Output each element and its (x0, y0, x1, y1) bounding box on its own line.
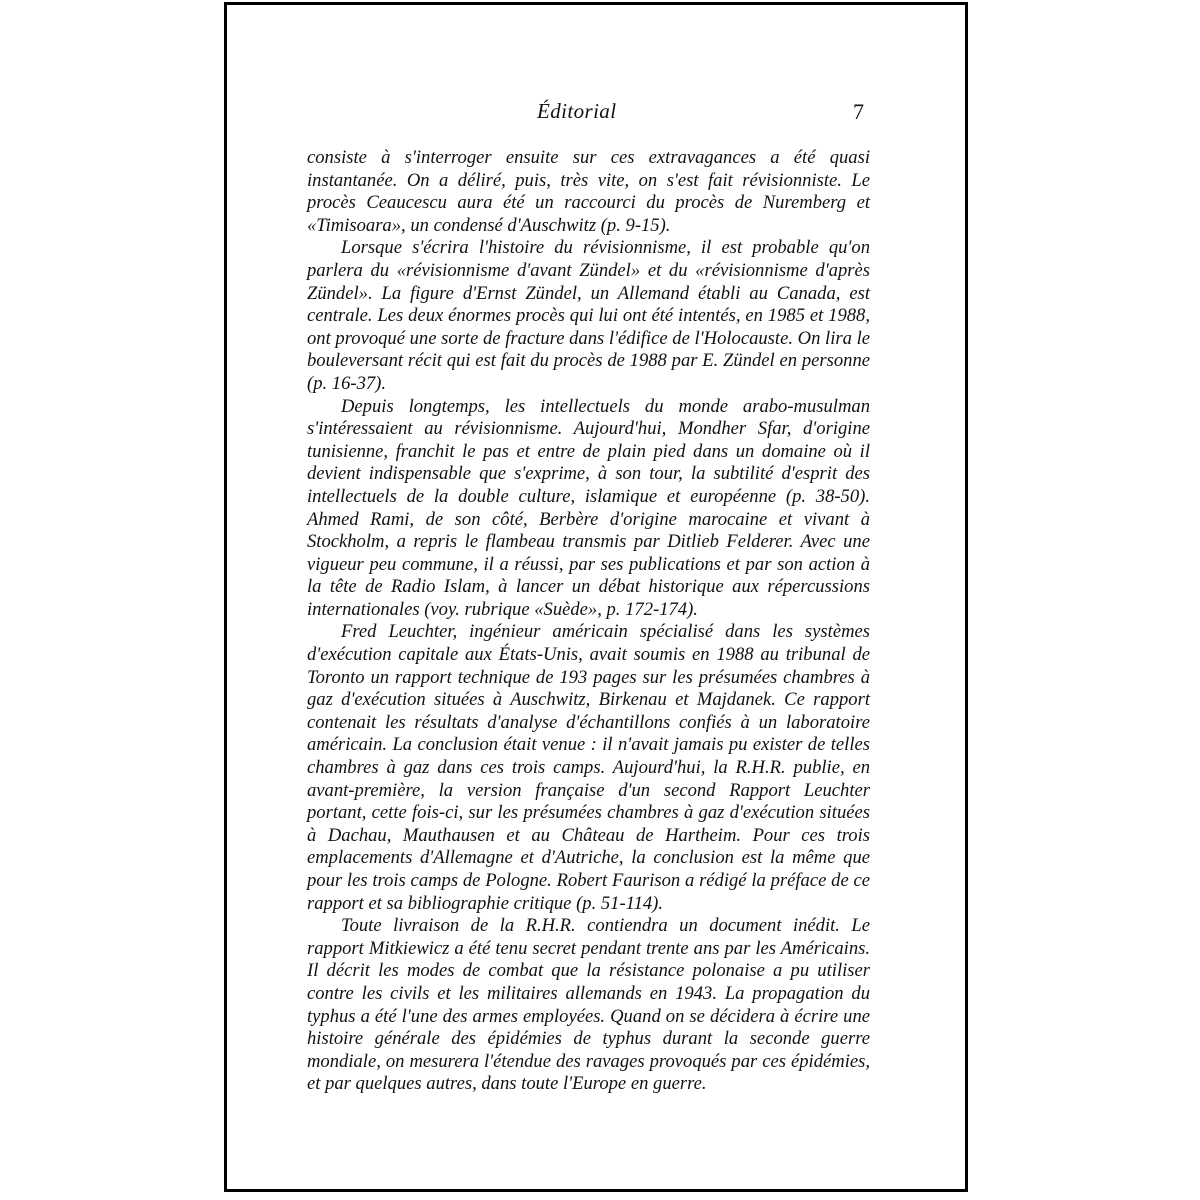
running-head: Éditorial (537, 99, 617, 123)
page-header (227, 99, 965, 131)
paragraph-continuation: consiste à s'interroger ensuite sur ces extravagances a été quasi instantanée. On a déliré, puis, très vite, on s'est fait révisionniste. Le procès Ceaucescu aura été un raccourci du procès de Nuremberg et «Timisoara», un condensé d'Auschwitz (p. 9-15). (307, 147, 870, 236)
paragraph-mitkiewicz: Toute livraison de la R.H.R. contiendra un document inédit. Le rapport Mitkiewicz a été tenu secret pendant trente ans par les Américains. Il décrit les modes de combat que la résistance polonaise a pu utiliser contre les civils et les militaires allemands en 1943. La propagation du typhus a été l'une des armes employées. Quand on se décidera à écrire une histoire générale des épidémies de typhus durant la seconde guerre mondiale, on mesurera l'étendue des ravages provoqués par ces épidémies, et par quelques autres, dans toute l'Europe en guerre. (307, 915, 870, 1095)
paragraph-zundel: Lorsque s'écrira l'histoire du révisionnisme, il est probable qu'on parlera du «révisionnisme d'avant Zündel» et du «révisionnisme d'après Zündel». La figure d'Ernst Zündel, un Allemand établi au Canada, est centrale. Les deux énormes procès qui lui ont été intentés, en 1985 et 1988, ont provoqué une sorte de fracture dans l'édifice de l'Holocauste. On lira le bouleversant récit qui est fait du procès de 1988 par E. Zündel en personne (p. 16-37). (307, 237, 870, 394)
page-frame (224, 2, 968, 1192)
paragraph-arab-muslim: Depuis longtemps, les intellectuels du monde arabo-musulman s'intéressaient au révisionnisme. Aujourd'hui, Mondher Sfar, d'origine tunisienne, franchit le pas et entre de plain pied dans un domaine où il devient indispensable que s'exprime, à son tour, la subtilité d'esprit des intellectuels de la double culture, islamique et européenne (p. 38-50). Ahmed Rami, de son côté, Berbère d'origine marocaine et vivant à Stockholm, a repris le flambeau transmis par Ditlieb Felderer. Avec une vigueur peu commune, il a réussi, par ses publications et par son action à la tête de Radio Islam, à lancer un débat historique aux répercussions internationales (voy. rubrique «Suède», p. 172-174). (307, 395, 870, 620)
paragraph-leuchter: Fred Leuchter, ingénieur américain spécialisé dans les systèmes d'exécution capitale aux États-Unis, avait soumis en 1988 au tribunal de Toronto un rapport technique de 193 pages sur les présumées chambres à gaz d'exécution situées à Auschwitz, Birkenau et Majdanek. Ce rapport contenait les résultats d'analyse d'échantillons confiés à un laboratoire américain. La conclusion était venue : il n'avait jamais pu exister de telles chambres à gaz dans ces trois camps. Aujourd'hui, la R.H.R. publie, en avant-première, la version française d'un second Rapport Leuchter portant, cette fois-ci, sur les présumées chambres à gaz d'exécution situées à Dachau, Mauthausen et au Château de Hartheim. Pour ces trois emplacements d'Allemagne et d'Autriche, la conclusion est la même que pour les trois camps de Pologne. Robert Faurison a rédigé la préface de ce rapport et sa bibliographie critique (p. 51-114). (307, 621, 870, 914)
page-number: 7 (853, 99, 864, 124)
editorial-body (307, 147, 870, 1096)
